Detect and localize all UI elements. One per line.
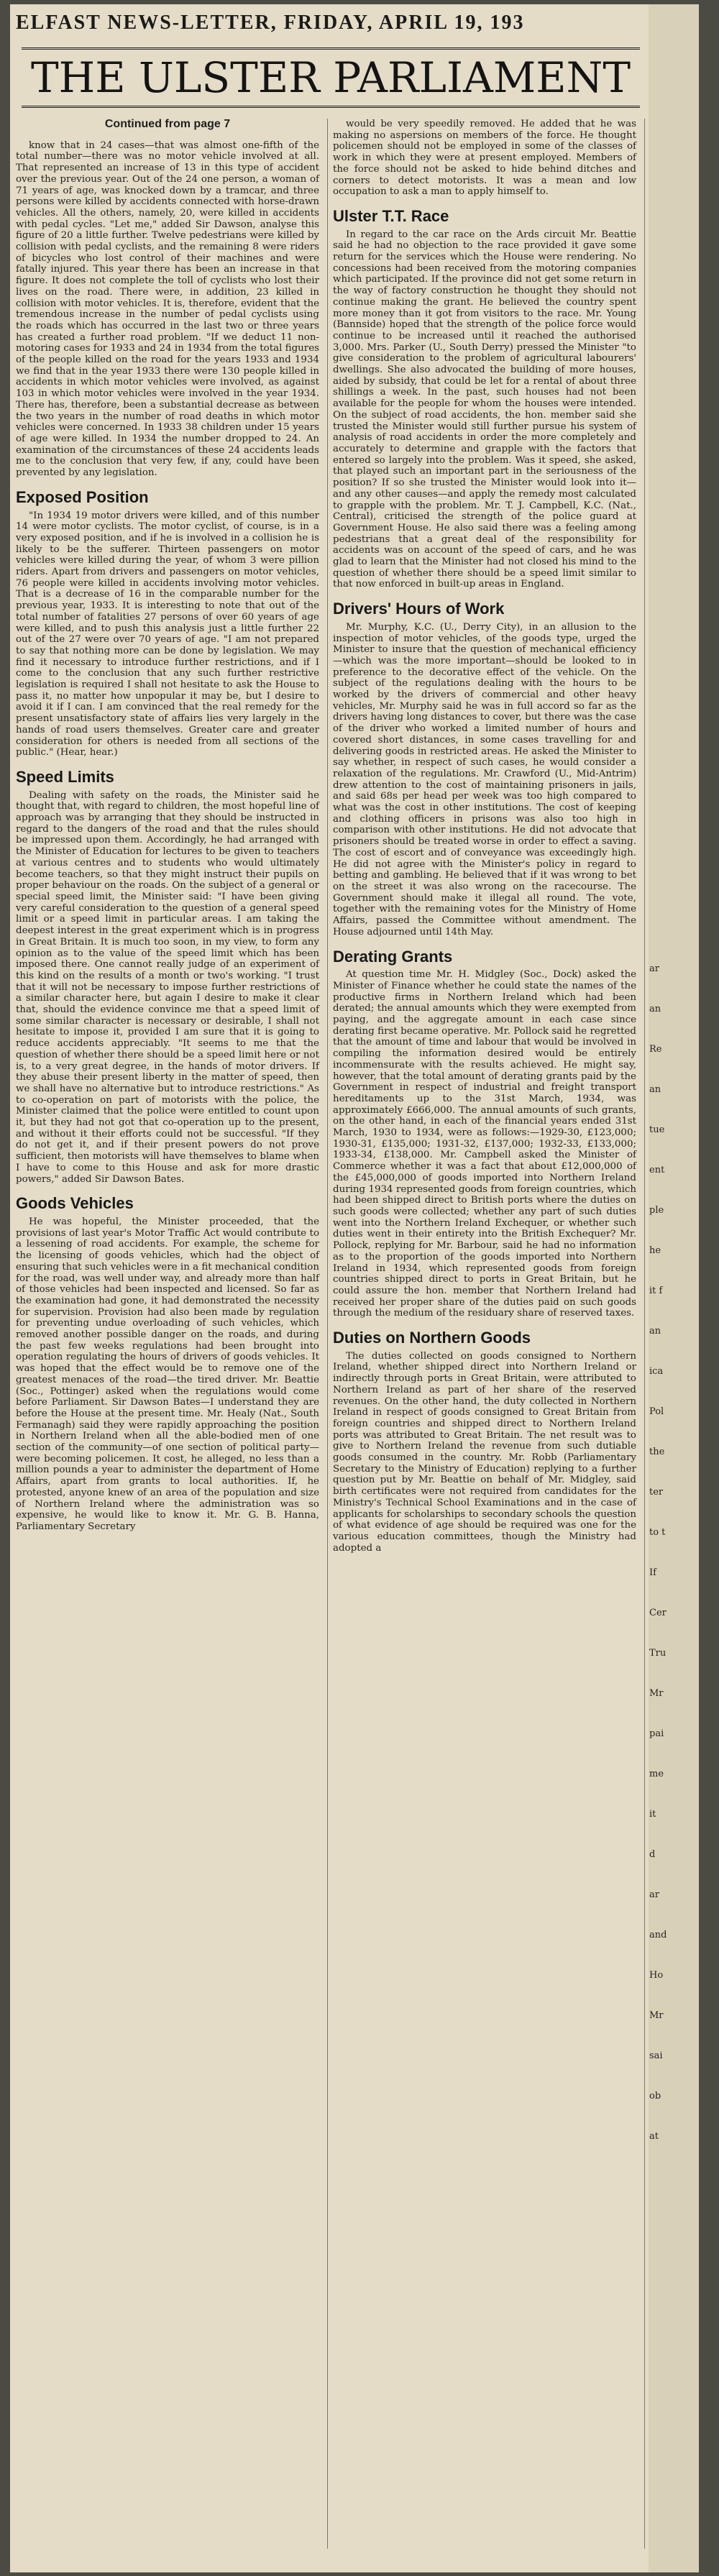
edge-fragment: the (649, 1447, 665, 1457)
subheading-exposed-position: Exposed Position (16, 487, 149, 506)
edge-fragment: it f (649, 1285, 663, 1296)
edge-fragment: an (649, 1084, 661, 1095)
edge-fragment: ar (649, 1889, 659, 1900)
edge-fragment: Pol (649, 1406, 664, 1417)
edge-fragment: ter (649, 1487, 664, 1498)
edge-fragment: pai (649, 1728, 664, 1739)
edge-fragment: it (649, 1809, 656, 1820)
column-rule (327, 119, 328, 2549)
continued-note: Continued from page 7 (104, 118, 231, 130)
paragraph: know that in 24 cases—that was almost one-fifth of the total number—there was no motor vehicle involved at all. That represented an increase of 13 in this type of accident over the previous year. Out of the 24 one person, a woman of 71 years of age, was knocked down by a tramcar, and three persons were killed by accidents connected with horse-drawn vehicles. All the others, namely, 20, were killed in accidents with pedal cycles. "Let me," added Sir Dawson, analyse this figure of 20 a little further. Twelve pedestrians were killed by collision with pedal cyclists, and the remaining 8 were riders of bicycles who lost control of their machines and were fatally injured. This year there has been an increase in that figure. It does not complete the toll of cyclists who lost their lives on the road. There were, in addition, 23 killed in collision with motor vehicles. It is, therefore, evident that the tremendous increase in the number of pedal cyclists using the roads which has occurred in the last two or three years has created a further road problem. "If we deduct 11 non-motoring cases for 1933 and 24 in 1934 from the total figures of the people killed on the road for the years 1933 and 1934 we find that in the year 1933 there were 130 people killed in accidents in which motor vehicles were involved, as against 103 in which motor vehicles were involved in the year 1934. There has, therefore, been a substantial decrease as between the two years in the number of road deaths in which motor vehicles were concerned. In 1933 38 children under 15 years of age were killed. In 1934 the number dropped to 24. An examination of the circumstances of these 24 accidents leads me to the conclusion that very few, if any, could have been prevented by any legislation. (16, 139, 319, 479)
edge-fragment: ar (649, 963, 659, 974)
edge-fragment: ple (649, 1205, 664, 1216)
edge-fragment: Mr (649, 1688, 664, 1699)
edge-fragment: at (649, 2131, 659, 2142)
subheading-speed-limits: Speed Limits (16, 767, 114, 786)
column-rule (644, 119, 645, 2549)
edge-fragment: Tru (649, 1648, 667, 1659)
paragraph: Dealing with safety on the roads, the Minister said he thought that, with regard to children, the most hopeful line of approach was by arranging that they should be instructed in regard to the dangers of the road and that the rules should be impressed upon them. Accordingly, he had arranged with the Minister of Education for lectures to be given to teachers at various centres and to students who would ultimately become teachers, so that they might instruct their pupils on proper behaviour on the roads. On the subject of a general or special speed limit, the Minister said: "I have been giving very careful consideration to the question of a general speed limit or a speed limit in particular areas. I am taking the deepest interest in the great experiment which is in progress in Great Britain. It is much too soon, in my view, to form any opinion as to the value of the speed limit which has been imposed there. One cannot really judge of an experiment of this kind on the results of a month or two's working. "I trust that it will not be necessary to impose further restrictions of a similar character here, but again I desire to make it clear that, should the evidence convince me that a speed limit of some similar character is necessary or desirable, I shall not hesitate to impose it, provided I am sure that it is going to reduce accidents appreciably. "It seems to me that the question of whether there should be a speed limit here or not is, to a very great degree, in the hands of motor drivers. If they abuse their present liberty in the matter of speed, then we shall have no alternative but to introduce restrictions." As to co-operation on part of motorists with the police, the Minister claimed that the police were entitled to count upon it, but they had not got that co-operation up to the present, and without it their efforts could not be successful. "If they do not get it, and if their present powers do not prove sufficient, then motorists will have themselves to blame when I have to come to this House and ask for more drastic powers," added Sir Dawson Bates. (16, 789, 319, 1185)
edge-fragment: ob (649, 2091, 661, 2101)
edge-fragment: sai (649, 2050, 663, 2061)
edge-fragment: ica (649, 1366, 664, 1377)
masthead: ELFAST NEWS-LETTER, FRIDAY, APRIL 19, 193 (16, 12, 525, 34)
edge-fragment: tue (649, 1124, 665, 1135)
edge-fragment: he (649, 1245, 661, 1256)
column-middle (333, 119, 636, 1555)
paragraph: The duties collected on goods consigned to Northern Ireland, whether shipped direct into Northern Ireland or indirectly through ports in Great Britain, were attributed to Northern Ireland as part of her share of the reserved revenues. On the other hand, the duty collected in Northern Ireland in respect of goods consigned to Great Britain from foreign countries and shipped direct to Northern Ireland ports was attributed to Great Britain. The net result was to give to Northern Ireland the revenue from such dutiable goods consumed in the country. Mr. Robb (Parliamentary Secretary to the Ministry of Education) replying to a further question put by Mr. Beattie on behalf of Mr. Midgley, said birth certificates were not required from candidates for the Ministry's Technical School Examinations and in the case of applicants for scholarships to secondary schools the question of what evidence of age should be required was one for the various education committees, though the Ministry had adopted a (333, 1350, 636, 1554)
headline: THE ULSTER PARLIAMENT (22, 47, 640, 108)
edge-fragment: and (649, 1930, 667, 1940)
paragraph: He was hopeful, the Minister proceeded, that the provisions of last year's Motor Traffic Act would contribute to a lessening of road accidents. For example, the scheme for the licensing of goods vehicles, which had the object of ensuring that such vehicles were in a fit mechanical condition for the road, was well under way, and already more than half of those vehicles had been inspected and licensed. So far as the examination had gone, it had demonstrated the necessity for supervision. Provision had also been made by regulation for preventing undue overloading of such vehicles, which removed another possible danger on the roads, and during the past few weeks regulations had been brought into operation regulating the hours of drivers of goods vehicles. It was hoped that the effect would be to remove one of the greatest menaces of the road—the tired driver. Mr. Beattie (Soc., Pottinger) asked when the regulations would come before Parliament. Sir Dawson Bates—I understand they are before the House at the present time. Mr. Healy (Nat., South Fermanagh) said they were rapidly approaching the position in Northern Ireland when all the able-bodied men of one section of the community—of one section of political party—were becoming policemen. It cost, he alleged, no less than a million pounds a year to administer the department of Home Affairs, apart from grants to local authorities. If, he protested, anyone knew of an area of the population and size of Northern Ireland where the administration was so expensive, he would like to know it. Mr. G. B. Hanna, Parliamentary Secretary (16, 1216, 319, 1532)
edge-fragment: me (649, 1769, 664, 1779)
subheading-tt-race: Ulster T.T. Race (333, 206, 449, 225)
edge-fragment: to t (649, 1527, 666, 1538)
edge-fragment: d (649, 1849, 656, 1860)
paragraph: At question time Mr. H. Midgley (Soc., Dock) asked the Minister of Finance whether he could state the names of the productive firms in Northern Ireland which had been derated; the annual amounts which they were exempted from paying, and the aggregate amount in each case since derating first became operative. Mr. Pollock said he regretted that the amount of time and labour that would be involved in compiling the information desired would be entirely incommensurate with the results achieved. He might say, however, that the total amount of derating grants paid by the Government in respect of industrial and freight transport hereditaments up to the 31st March, 1934, was approximately £666,000. The annual amounts of such grants, on the other hand, in each of the financial years ended 31st March, 1930 to 1934, were as follows:—1929-30, £123,000; 1930-31, £135,000; 1931-32, £137,000; 1932-33, £133,000; 1933-34, £138,000. Mr. Campbell asked the Minister of Commerce whether it was a fact that about £12,000,000 of the £45,000,000 of goods imported into Northern Ireland during 1934 represented goods from foreign countries, which had been shipped direct to British ports where the duties on such goods were collected; whether any part of such duties went into the Northern Ireland Exchequer, or whether such duties went in their entirety into the British Exchequer? Mr. Pollock, replying for Mr. Barbour, said he had no information as to the proportion of the goods imported into Northern Ireland in 1934, which represented goods from foreign countries shipped direct to ports in Great Britain, but he could assure the hon. member that Northern Ireland had received her proper share of the duties paid on such goods through the medium of the residuary share of reserved taxes. (333, 969, 636, 1319)
paragraph: In regard to the car race on the Ards circuit Mr. Beattie said he had no objection to the race provided it gave some return for the services which the House were rendering. No concessions had been received from the motoring companies which participated. If the province did not get some return in the way of factory construction he thought they should not continue making the grant. He believed the country spent more money than it got from visitors to the race. Mr. Young (Bannside) hoped that the strength of the police force would continue to be increased until it reached the authorised 3,000. Mrs. Parker (U., South Derry) pressed the Minister "to give consideration to the problem of agricultural labourers' dwellings. She also advocated the building of more houses, aided by subsidy, that could be let for a rental of about three shillings a week. In the past, such houses had not been available for the people for whom the houses were intended. On the subject of road accidents, the hon. member said she trusted the Minister would still further pursue his system of analysis of road accidents in order the more completely and accurately to determine and grapple with the factors that entered so largely into the problem. Was it speed, she asked, that played such an important part in the seriousness of the position? If so she trusted the Minister would look into it—and any other causes—and apply the remedy most calculated to grapple with the problem. Mr. T. J. Campbell, K.C. (Nat., Central), criticised the strength of the police guard at Government House. He also said there was a feeling among pedestrians that a great deal of the responsibility for accidents was on account of the speed of cars, and he was glad to learn that the Minister had not closed his mind to the question of whether there should be a speed limit similar to that now enforced in built-up areas in England. (333, 229, 636, 590)
edge-fragment: Cer (649, 1608, 667, 1618)
edge-fragment: Re (649, 1044, 662, 1055)
column-left (16, 119, 319, 1534)
edge-fragment: an (649, 1326, 661, 1337)
paragraph: Mr. Murphy, K.C. (U., Derry City), in an allusion to the inspection of motor vehicles, of the goods type, urged the Minister to insure that the question of mechanical efficiency—which was the more important—should be looked to in preference to the decorative effect of the vehicle. On the subject of the regulations dealing with the hours to be worked by the drivers of commercial and other heavy vehicles, Mr. Murphy said he was in full accord so far as the drivers having long distances to cover, but there was the case of the driver who worked a limited number of hours and covered short distances, in some cases travelling for and delivering goods in restricted areas. He asked the Minister to say whether, in respect of such cases, he would consider a relaxation of the regulations. Mr. Crawford (U., Mid-Antrim) drew attention to the cost of maintaining prisoners in jails, and said 68s per head per week was too high compared to what was the cost in other institutions. The cost of keeping and clothing officers in prisons was also too high in comparison with other institutions. He did not advocate that prisoners should be treated worse in order to effect a saving. The cost of escort and of conveyance was exceedingly high. He did not agree with the Minister's policy in regard to betting and gambling. He believed that if it was wrong to bet on the street it was also wrong on the racecourse. The Government should make it illegal all round. The vote, together with the remaining votes for the Ministry of Home Affairs, passed the Committee without amendment. The House adjourned until 14th May. (333, 621, 636, 938)
subheading-duties-northern-goods: Duties on Northern Goods (333, 1329, 531, 1347)
paragraph: would be very speedily removed. He added that he was making no aspersions on members of the force. He thought policemen should not be employed in some of the classes of work in which they were at present employed. Members of the force should not be asked to hide behind ditches and corners to detect motorists. It was a mean and low occupation to ask a man to apply himself to. (333, 119, 636, 198)
edge-fragment: an (649, 1004, 661, 1014)
edge-fragment: Ho (649, 1970, 664, 1981)
edge-fragment: If (649, 1567, 656, 1578)
subheading-goods-vehicles: Goods Vehicles (16, 1194, 134, 1213)
edge-fragment: Mr (649, 2010, 664, 2021)
paragraph: "In 1934 19 motor drivers were killed, and of this number 14 were motor cyclists. The motor cyclist, of course, is in a very exposed position, and if he is involved in a collision he is likely to be the sufferer. Thirteen passengers on motor vehicles were killed during the year, of whom 3 were pillion riders. Apart from drivers and passengers on motor vehicles, 76 people were killed in accidents involving motor vehicles. That is a decrease of 16 in the comparable number for the previous year, 1933. It is interesting to note that out of the total number of fatalities 27 persons of over 60 years of age were killed, and to push this analysis just a little further 22 out of the 27 were over 70 years of age. "I am not prepared to say that nothing more can be done by legislation. We may find it necessary to introduce further restrictions, and if I come to the conclusion that any such further restrictive legislation is required I shall not hesitate to ask the House to pass it, no matter how unpopular it may be, but I desire to avoid it if I can. I am convinced that the real remedy for the present unsatisfactory state of affairs lies very largely in the hands of road users themselves. Greater care and greater consideration for others is needed from all sections of the public." (Hear, hear.) (16, 510, 319, 758)
subheading-derating-grants: Derating Grants (333, 947, 453, 966)
subheading-drivers-hours: Drivers' Hours of Work (333, 600, 505, 618)
edge-fragment: ent (649, 1165, 665, 1175)
